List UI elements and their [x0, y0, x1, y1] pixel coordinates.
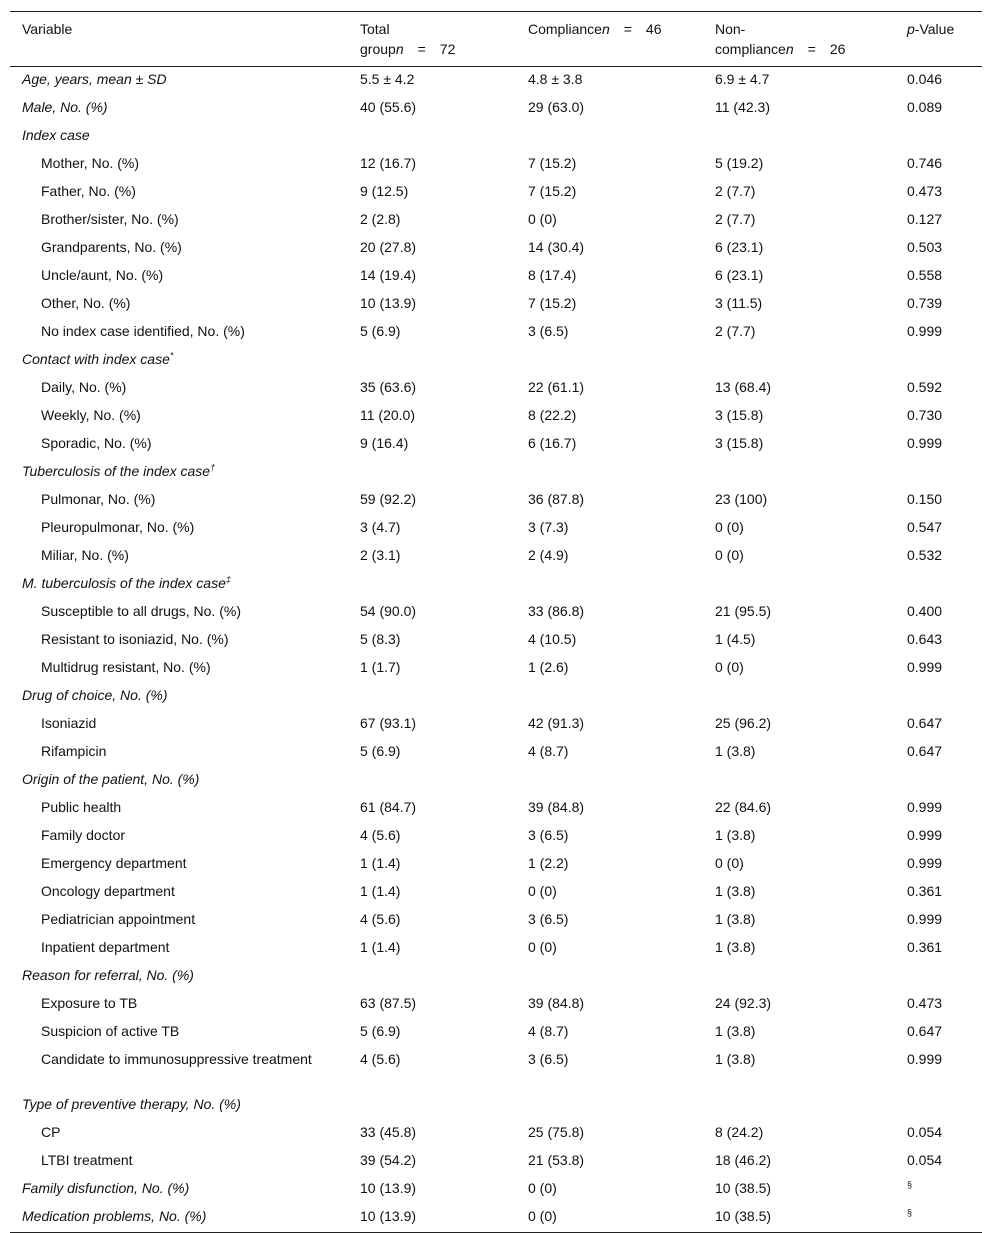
footnote-marker: § [907, 1179, 913, 1190]
row-label: Male, No. (%) [22, 99, 108, 115]
row-label: Weekly, No. (%) [41, 407, 141, 423]
noncompliance-cell: 13 (68.4) [715, 379, 772, 395]
table-row [10, 935, 982, 963]
footnote-marker: ‡ [225, 574, 231, 585]
p-value-cell [895, 963, 982, 991]
total-group-cell: 67 (93.1) [360, 715, 417, 731]
p-value-cell: 0.999 [907, 435, 943, 451]
row-label: LTBI treatment [41, 1152, 133, 1168]
table-row [10, 487, 982, 515]
compliance-cell: 39 (84.8) [528, 799, 585, 815]
noncompliance-cell: 1 (4.5) [715, 631, 756, 647]
total-group-cell: 63 (87.5) [360, 995, 417, 1011]
compliance-cell: 1 (2.6) [528, 659, 569, 675]
compliance-cell: 7 (15.2) [528, 155, 577, 171]
noncompliance-cell [703, 571, 895, 599]
p-value-cell [895, 1204, 982, 1233]
table-row [10, 263, 982, 291]
total-group-cell: 9 (16.4) [360, 435, 409, 451]
noncompliance-cell: 1 (3.8) [715, 1051, 756, 1067]
compliance-cell: 2 (4.9) [528, 547, 569, 563]
table-row [10, 319, 982, 347]
noncompliance-cell: 1 (3.8) [715, 939, 756, 955]
row-label: Resistant to isoniazid, No. (%) [41, 631, 229, 647]
compliance-cell: 0 (0) [528, 883, 557, 899]
table-row [10, 459, 982, 487]
noncompliance-cell: 2 (7.7) [715, 211, 756, 227]
header-variable: Variable [10, 12, 348, 67]
table-row [10, 851, 982, 879]
compliance-cell: 22 (61.1) [528, 379, 585, 395]
total-group-cell: 1 (1.7) [360, 659, 401, 675]
p-value-cell: 0.400 [907, 603, 943, 619]
table-row [10, 1204, 982, 1233]
total-group-cell: 14 (19.4) [360, 267, 417, 283]
compliance-cell: 7 (15.2) [528, 183, 577, 199]
compliance-cell: 21 (53.8) [528, 1152, 585, 1168]
total-group-cell [348, 571, 516, 599]
noncompliance-cell: 24 (92.3) [715, 995, 772, 1011]
p-value-cell: 0.643 [907, 631, 943, 647]
total-group-cell: 1 (1.4) [360, 883, 401, 899]
noncompliance-cell: 0 (0) [715, 855, 744, 871]
compliance-cell: 0 (0) [516, 1204, 703, 1233]
row-label: Pulmonar, No. (%) [41, 491, 156, 507]
row-label: Other, No. (%) [41, 295, 131, 311]
total-group-cell: 33 (45.8) [360, 1124, 417, 1140]
noncompliance-cell [703, 767, 895, 795]
total-group-cell: 59 (92.2) [360, 491, 417, 507]
compliance-cell: 3 (6.5) [528, 323, 569, 339]
p-value-cell: 0.647 [907, 743, 943, 759]
row-label: Age, years, mean ± SD [22, 71, 167, 87]
compliance-cell: 42 (91.3) [528, 715, 585, 731]
compliance-cell: 3 (6.5) [528, 911, 569, 927]
compliance-cell: 7 (15.2) [528, 295, 577, 311]
total-group-cell: 5 (6.9) [360, 743, 401, 759]
row-label: Inpatient department [41, 939, 170, 955]
p-value-cell [895, 1176, 982, 1204]
total-group-cell [348, 1092, 516, 1120]
p-value-cell [895, 1092, 982, 1120]
row-label: Suspicion of active TB [41, 1023, 180, 1039]
table-row [10, 207, 982, 235]
footnote-marker: † [210, 462, 216, 473]
table-row [10, 571, 982, 599]
patient-characteristics-table [10, 11, 982, 1233]
noncompliance-cell: 1 (3.8) [715, 883, 756, 899]
table-row [10, 151, 982, 179]
table-row [10, 823, 982, 851]
noncompliance-cell [703, 459, 895, 487]
p-value-cell: 0.647 [907, 1023, 943, 1039]
compliance-cell: 4 (10.5) [528, 631, 577, 647]
p-value-cell: 0.730 [907, 407, 943, 423]
p-value-cell: 0.999 [907, 911, 943, 927]
noncompliance-cell: 2 (7.7) [715, 183, 756, 199]
compliance-cell [516, 767, 703, 795]
p-value-cell: 0.999 [907, 659, 943, 675]
row-label: No index case identified, No. (%) [41, 323, 245, 339]
total-group-cell [348, 347, 516, 375]
row-label: Isoniazid [41, 715, 97, 731]
compliance-cell [516, 123, 703, 151]
table-row [10, 95, 982, 123]
noncompliance-cell: 1 (3.8) [715, 911, 756, 927]
compliance-cell: 4.8 ± 3.8 [528, 71, 583, 87]
compliance-cell: 3 (6.5) [528, 1051, 569, 1067]
table-row [10, 543, 982, 571]
noncompliance-cell: 6 (23.1) [715, 239, 764, 255]
compliance-cell: 4 (8.7) [528, 1023, 569, 1039]
row-label: Oncology department [41, 883, 175, 899]
table-row [10, 123, 982, 151]
p-value-cell: 0.558 [907, 267, 943, 283]
row-label: Father, No. (%) [41, 183, 136, 199]
table-row [10, 291, 982, 319]
header-noncompliance: Non- compliancen = 26 [703, 12, 895, 67]
row-label: CP [41, 1124, 61, 1140]
table-row [10, 235, 982, 263]
row-label: Family doctor [41, 827, 126, 843]
row-label: M. tuberculosis of the index case‡ [22, 574, 231, 591]
compliance-cell [516, 459, 703, 487]
noncompliance-cell: 0 (0) [715, 547, 744, 563]
total-group-cell: 61 (84.7) [360, 799, 417, 815]
row-label: Multidrug resistant, No. (%) [41, 659, 211, 675]
p-value-cell: 0.089 [907, 99, 943, 115]
total-group-cell: 10 (13.9) [348, 1204, 516, 1233]
noncompliance-cell: 21 (95.5) [715, 603, 772, 619]
compliance-cell [516, 963, 703, 991]
total-group-cell: 10 (13.9) [360, 1180, 417, 1196]
row-label: Sporadic, No. (%) [41, 435, 152, 451]
noncompliance-cell: 23 (100) [715, 491, 768, 507]
row-label: Tuberculosis of the index case† [22, 462, 216, 479]
compliance-cell [516, 1092, 703, 1120]
p-value-cell: 0.999 [907, 827, 943, 843]
header-compliance: Compliancen = 46 [516, 12, 703, 67]
p-value-cell: 0.054 [907, 1124, 943, 1140]
compliance-cell: 3 (7.3) [528, 519, 569, 535]
p-value-cell [895, 459, 982, 487]
footnote-marker: § [907, 1207, 913, 1218]
compliance-cell: 14 (30.4) [528, 239, 585, 255]
header-row [10, 12, 982, 67]
total-group-cell: 35 (63.6) [360, 379, 417, 395]
noncompliance-cell: 5 (19.2) [715, 155, 764, 171]
noncompliance-cell: 1 (3.8) [715, 743, 756, 759]
table-row [10, 767, 982, 795]
p-value-cell: 0.999 [907, 323, 943, 339]
row-label: Rifampicin [41, 743, 107, 759]
noncompliance-cell: 11 (42.3) [715, 99, 770, 115]
compliance-cell [516, 347, 703, 375]
compliance-cell: 4 (8.7) [528, 743, 569, 759]
total-group-cell [348, 963, 516, 991]
total-group-cell [348, 683, 516, 711]
table-row [10, 655, 982, 683]
row-label: Medication problems, No. (%) [10, 1204, 348, 1233]
noncompliance-cell: 8 (24.2) [715, 1124, 764, 1140]
p-value-cell: 0.999 [907, 855, 943, 871]
total-group-cell: 40 (55.6) [360, 99, 417, 115]
p-value-cell: 0.999 [907, 1051, 943, 1067]
p-value-cell: 0.361 [907, 939, 943, 955]
p-value-cell: 0.473 [907, 995, 943, 1011]
table-row [10, 347, 982, 375]
row-label: Daily, No. (%) [41, 379, 127, 395]
row-label: Mother, No. (%) [41, 155, 140, 171]
compliance-cell [516, 571, 703, 599]
total-group-cell: 5.5 ± 4.2 [360, 71, 415, 87]
p-value-cell [895, 347, 982, 375]
table-row [10, 1176, 982, 1204]
total-group-cell: 54 (90.0) [360, 603, 417, 619]
total-group-cell: 1 (1.4) [360, 939, 401, 955]
row-label: Origin of the patient, No. (%) [22, 771, 200, 787]
total-group-cell: 10 (13.9) [360, 295, 417, 311]
total-group-cell [348, 123, 516, 151]
table-row [10, 375, 982, 403]
table-row [10, 67, 982, 96]
noncompliance-cell: 1 (3.8) [715, 827, 756, 843]
row-label: Drug of choice, No. (%) [22, 687, 168, 703]
compliance-cell: 33 (86.8) [528, 603, 585, 619]
noncompliance-cell: 3 (15.8) [715, 407, 764, 423]
p-value-cell: 0.547 [907, 519, 943, 535]
row-label: Pediatrician appointment [41, 911, 196, 927]
p-value-cell: 0.746 [907, 155, 943, 171]
compliance-cell: 36 (87.8) [528, 491, 585, 507]
compliance-cell: 3 (6.5) [528, 827, 569, 843]
table-row [10, 907, 982, 935]
row-label: Exposure to TB [41, 995, 138, 1011]
row-label: Reason for referral, No. (%) [22, 967, 194, 983]
row-label: Candidate to immunosuppressive treatment [41, 1051, 312, 1067]
compliance-cell: 0 (0) [528, 1180, 557, 1196]
noncompliance-cell: 0 (0) [715, 519, 744, 535]
noncompliance-cell: 3 (15.8) [715, 435, 764, 451]
table-row [10, 1120, 982, 1148]
compliance-cell: 39 (84.8) [528, 995, 585, 1011]
p-value-cell [895, 123, 982, 151]
table-row [10, 431, 982, 459]
noncompliance-cell: 2 (7.7) [715, 323, 756, 339]
noncompliance-cell [703, 1092, 895, 1120]
row-label: Uncle/aunt, No. (%) [41, 267, 164, 283]
noncompliance-cell [703, 683, 895, 711]
table-row [10, 403, 982, 431]
p-value-cell: 0.473 [907, 183, 943, 199]
row-label: Public health [41, 799, 122, 815]
noncompliance-cell [703, 347, 895, 375]
p-value-cell: 0.127 [907, 211, 943, 227]
p-value-cell: 0.054 [907, 1152, 943, 1168]
p-value-cell: 0.647 [907, 715, 943, 731]
total-group-cell: 12 (16.7) [360, 155, 417, 171]
table-row [10, 879, 982, 907]
table-row [10, 179, 982, 207]
total-group-cell: 2 (3.1) [360, 547, 401, 563]
row-label: Susceptible to all drugs, No. (%) [41, 603, 241, 619]
compliance-cell: 0 (0) [528, 211, 557, 227]
noncompliance-cell: 10 (38.5) [715, 1180, 772, 1196]
total-group-cell: 11 (20.0) [360, 407, 415, 423]
p-value-cell: 0.503 [907, 239, 943, 255]
row-label: Grandparents, No. (%) [41, 239, 182, 255]
p-value-cell: 0.361 [907, 883, 943, 899]
table-row [10, 1148, 982, 1176]
total-group-cell: 5 (8.3) [360, 631, 401, 647]
row-label: Emergency department [41, 855, 187, 871]
table-row [10, 683, 982, 711]
noncompliance-cell: 6 (23.1) [715, 267, 764, 283]
compliance-cell: 6 (16.7) [528, 435, 577, 451]
row-label: Index case [22, 127, 90, 143]
noncompliance-cell: 3 (11.5) [715, 295, 763, 311]
table-row [10, 711, 982, 739]
p-value-cell: 0.046 [907, 71, 943, 87]
compliance-cell: 1 (2.2) [528, 855, 569, 871]
p-value-cell: 0.532 [907, 547, 943, 563]
header-total-group: Total groupn = 72 [348, 12, 516, 67]
total-group-cell: 3 (4.7) [360, 519, 401, 535]
noncompliance-cell: 1 (3.8) [715, 1023, 756, 1039]
total-group-cell: 5 (6.9) [360, 1023, 401, 1039]
total-group-cell [348, 767, 516, 795]
table-row [10, 795, 982, 823]
noncompliance-cell: 0 (0) [715, 659, 744, 675]
row-label: Miliar, No. (%) [41, 547, 129, 563]
row-label: Pleuropulmonar, No. (%) [41, 519, 195, 535]
table-row [10, 1047, 982, 1092]
total-group-cell: 4 (5.6) [360, 1051, 401, 1067]
p-value-cell [895, 571, 982, 599]
row-label: Contact with index case* [22, 350, 174, 367]
footnote-marker: * [169, 350, 174, 361]
noncompliance-cell: 10 (38.5) [703, 1204, 895, 1233]
total-group-cell: 1 (1.4) [360, 855, 401, 871]
total-group-cell: 5 (6.9) [360, 323, 401, 339]
p-value-cell: 0.150 [907, 491, 943, 507]
table-row [10, 963, 982, 991]
total-group-cell [348, 459, 516, 487]
noncompliance-cell: 6.9 ± 4.7 [715, 71, 770, 87]
noncompliance-cell: 18 (46.2) [715, 1152, 772, 1168]
p-value-cell: 0.739 [907, 295, 943, 311]
table-row [10, 627, 982, 655]
total-group-cell: 4 (5.6) [360, 827, 401, 843]
results-table-container [10, 11, 982, 1233]
compliance-cell: 25 (75.8) [528, 1124, 585, 1140]
compliance-cell: 8 (17.4) [528, 267, 577, 283]
row-label: Family disfunction, No. (%) [22, 1180, 190, 1196]
total-group-cell: 2 (2.8) [360, 211, 401, 227]
noncompliance-cell [703, 963, 895, 991]
row-label: Type of preventive therapy, No. (%) [22, 1096, 241, 1112]
table-row [10, 991, 982, 1019]
table-row [10, 1092, 982, 1120]
p-value-cell [895, 683, 982, 711]
header-p-value: p-Value [895, 12, 982, 67]
noncompliance-cell: 25 (96.2) [715, 715, 772, 731]
compliance-cell: 8 (22.2) [528, 407, 577, 423]
total-group-cell: 20 (27.8) [360, 239, 417, 255]
compliance-cell [516, 683, 703, 711]
p-value-cell [895, 767, 982, 795]
p-value-cell: 0.999 [907, 799, 943, 815]
table-row [10, 739, 982, 767]
p-value-cell: 0.592 [907, 379, 943, 395]
compliance-cell: 29 (63.0) [528, 99, 585, 115]
table-body [10, 67, 982, 1233]
compliance-cell: 0 (0) [528, 939, 557, 955]
table-row [10, 599, 982, 627]
noncompliance-cell [703, 123, 895, 151]
total-group-cell: 39 (54.2) [360, 1152, 417, 1168]
total-group-cell: 9 (12.5) [360, 183, 409, 199]
table-row [10, 515, 982, 543]
table-row [10, 1019, 982, 1047]
noncompliance-cell: 22 (84.6) [715, 799, 772, 815]
total-group-cell: 4 (5.6) [360, 911, 401, 927]
row-label: Brother/sister, No. (%) [41, 211, 179, 227]
